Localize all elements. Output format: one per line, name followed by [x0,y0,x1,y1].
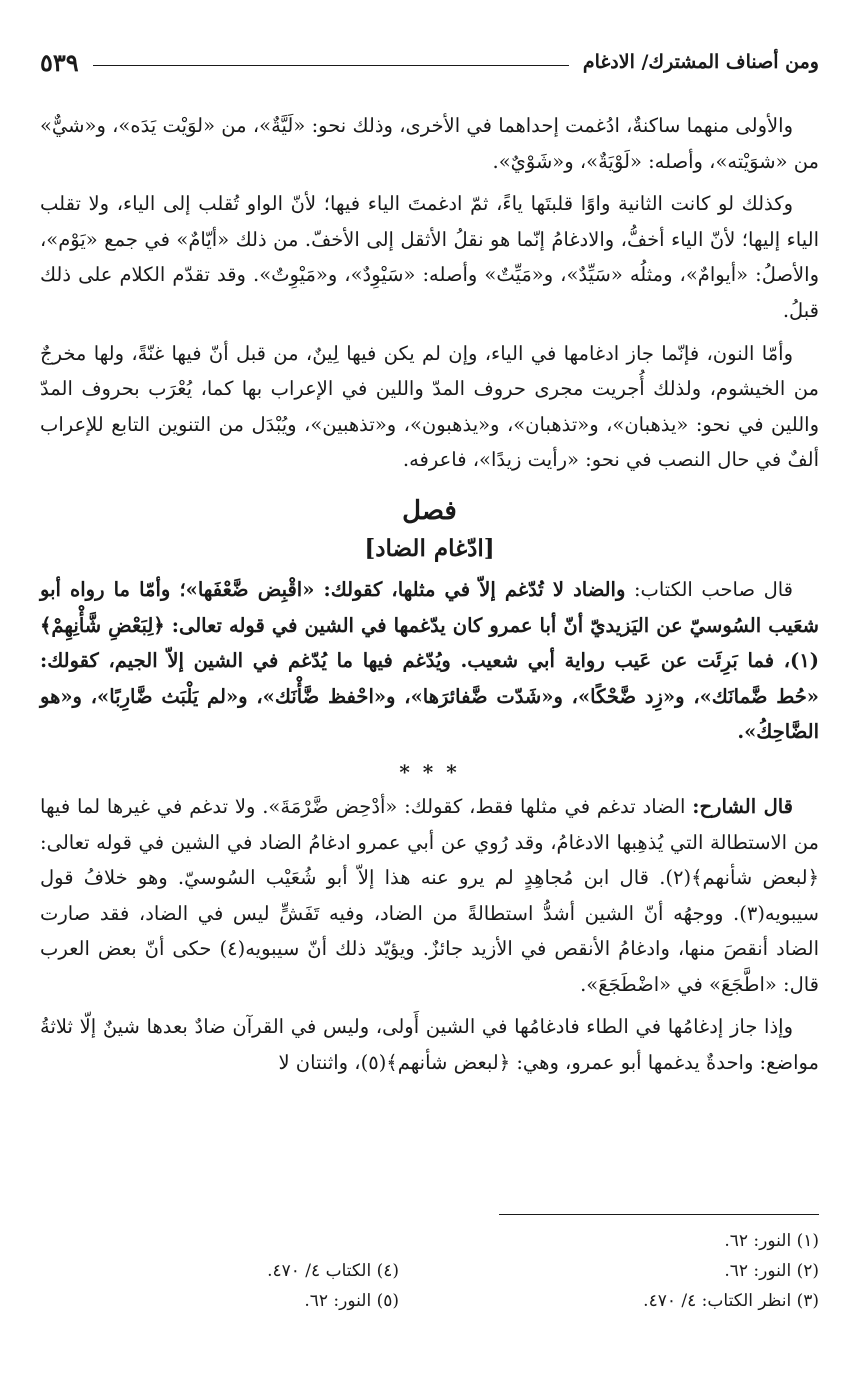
running-head: ومن أصناف المشترك/ الادغام [582,51,819,73]
commentary-intro: قال الشارح: [692,794,794,818]
page-number: ٥٣٩ [40,47,79,77]
section-separator: * * * [399,759,460,784]
footnote-1: (١) النور: ٦٢. [724,1231,819,1251]
paragraph-2: وكذلك لو كانت الثانية واوًا قلبتَها ياءً، ثمّ ادغمتَ الياء فيها؛ لأنّ الواو تُقلب إلى الياء، ولا تقلب الياء إليها؛ لأنّ الياء أخفُّ، والادغامُ إنّما هو نقلُ الأثقل إلى الأخفّ. من ذلك «أيّامٌ» في جمع «يَوْم»، والأصلُ: «أيوامٌ»، ومثلُه «سَيِّدٌ»، و«مَيِّتٌ» وأصله: «سَيْوِدٌ»، و«مَيْوِتٌ». وقد تقدّم الكلام على ذلك قبلُ. [40,192,819,322]
footnote-2: (٢) النور: ٦٢. [724,1261,819,1281]
section-subtitle: [ادّغام الضاد] [364,534,495,562]
page-header [40,42,819,82]
section-title: فصل [402,495,457,526]
matn-text: والضاد لا تُدّغم إلاّ في مثلها، كقولك: «اقْبِض ضَّعْفَها»؛ وأمّا ما رواه أبو شعَيب السُوسيّ عن اليَزيديّ أنّ أبا عمرو كان يدّغمها في الشين في قوله تعالى: ﴿لِبَعْضِ شَّأْنِهِمْ﴾(١)، فما بَرِئَت عن عَيب رواية أبي شعيب. ويُدّغم فيها ما يُدّغم في الشين إلاّ الجيم، كقولك: «حُط ضَّمانَك»، و«زِد ضَّحْكًا»، و«شَدّت ضَّفائرَها»، و«احْفظ ضَّأْنَك»، و«لم يَلْبَث ضَّارِبًا»، و«هو الضَّاحِكُ». [40,577,819,744]
page-body [40,108,819,1088]
commentary-text-1: الضاد تدغم في مثلها فقط، كقولك: «أدْحِض ضَّرْمَةَ». ولا تدغم في غيرها لما فيها من الاستطالة التي يُذهِبها الادغامُ، وقد رُوي عن أبي عمرو ادغامُ الضاد في الشين في قوله تعالى: ﴿لبعض شأنهم﴾(٢). قال ابن مُجاهِدٍ لم يرو عنه هذا إلاّ أبو شُعَيْب السُوسيّ. وهو خلافُ قول سيبويه(٣). ووجهُه أنّ الشين أشدُّ استطالةً من الضاد، وفيه تَفَشٍّ ليس في الضاد، فقد صارت الضاد أنقصَ منها، وادغامُ الأنقص في الأزيد جائزٌ. ويؤيّد ذلك أنّ سيبويه(٤) حكى أنّ بعض العرب قال: «اطَّجَعَ» في «اضْطَجَعَ». [40,794,819,996]
commentary-paragraph-2: وإذا جاز إدغامُها في الطاء فادغامُها في الشين أَولى، وليس في القرآن ضادٌ بعدها شينٌ إلّا ثلاثةُ مواضع: واحدةٌ يدغمها أبو عمرو، وهي: ﴿لبعض شأنهم﴾(٥)، واثنتان لا [40,1015,819,1075]
commentary-paragraph-1 [40,789,819,1003]
footnote-empty [99,1226,399,1256]
book-page [40,0,819,1382]
paragraph-1: والأولى منهما ساكنةٌ، ادُغمت إحداهما في الأخرى، وذلك نحو: «لَيَّةٌ»، من «لوَيْت يَدَه»، و«شيٌّ» من «شوَيْته»، وأصله: «لَوْيَةٌ»، و«شَوْيٌ». [40,114,819,173]
footnote-5: (٥) النور: ٦٢. [304,1291,399,1311]
matn-paragraph [40,572,819,750]
matn-intro: قال صاحب الكتاب: [633,577,793,601]
footnote-3: (٣) انظر الكتاب: ٤/ ٤٧٠. [643,1291,819,1311]
header-rule [93,65,569,66]
paragraph-3: وأمّا النون، فإنّما جاز ادغامها في الياء، وإن لم يكن فيها لِينٌ، من قبل أنّ فيها غنّةً، ولها مخرجٌ من الخيشوم، ولذلك أُجريت مجرى حروف المدّ واللين في الإعراب بها كما، يُعْرَب بحروف المدّ واللين في نحو: «يذهبان»، و«تذهبان»، و«يذهبون»، و«تذهبين»، ويُبْدَل من التنوين التابع للإعراب ألفٌ في حال النصب في نحو: «رأيت زيدًا»، فاعرفه. [40,341,819,472]
footnote-rule [499,1214,819,1215]
footnote-4: (٤) الكتاب ٤/ ٤٧٠. [267,1261,399,1281]
footnotes [40,1226,819,1316]
